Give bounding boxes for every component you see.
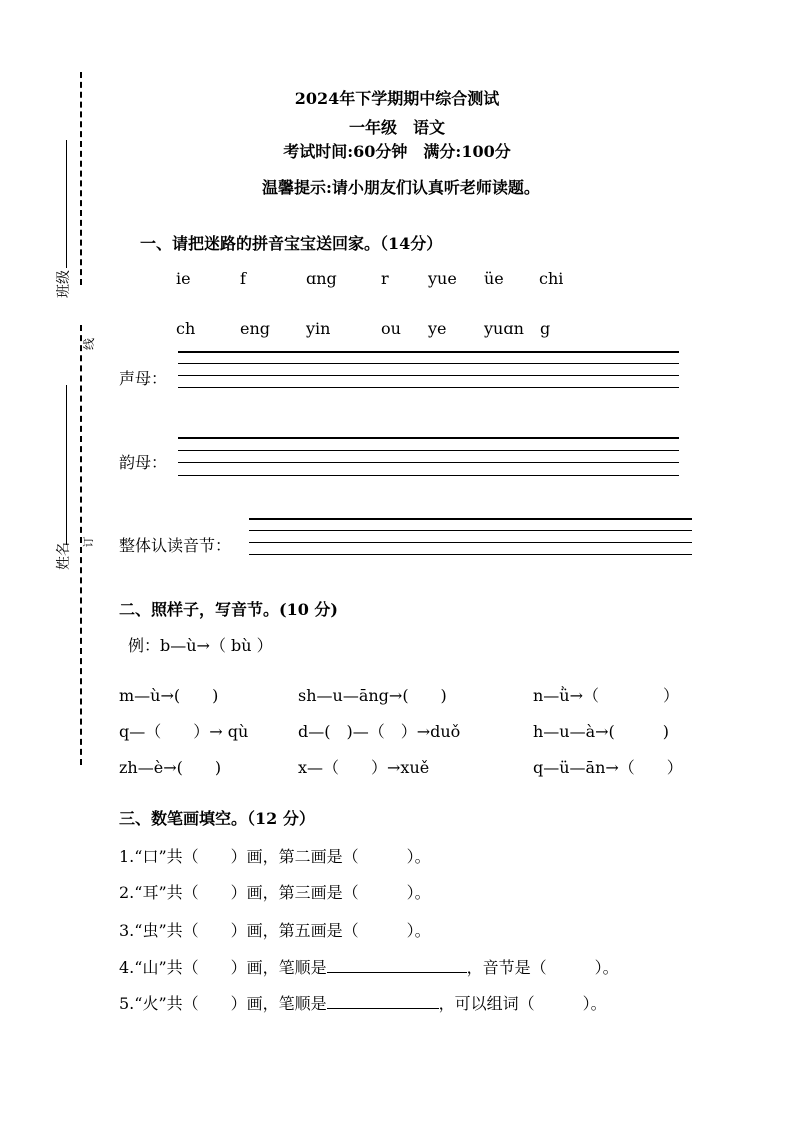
syllable-item[interactable]: n—ǜ→（ ）	[533, 686, 680, 705]
exam-tip: 温馨提示:请小朋友们认真听老师读题。	[262, 178, 540, 197]
writing-line	[178, 450, 679, 451]
pinyin-item: ou	[381, 319, 401, 338]
pinyin-item: ie	[176, 269, 191, 288]
section2-heading: 二、照样子，写音节。(10 分)	[119, 600, 338, 619]
pinyin-item: üe	[484, 269, 504, 288]
stroke-order-blank[interactable]	[327, 994, 439, 1009]
exam-title: 2024年下学期期中综合测试	[294, 89, 500, 108]
zhengti-label: 整体认读音节：	[119, 536, 232, 555]
syllable-item[interactable]: x—（ ）→xuě	[298, 758, 430, 777]
class-label: 班级	[56, 270, 72, 298]
writing-line	[249, 542, 692, 543]
pinyin-item: ye	[428, 319, 447, 338]
syllable-item[interactable]: zh—è→( )	[119, 758, 222, 777]
writing-line	[178, 375, 679, 376]
stroke-order-blank[interactable]	[327, 958, 467, 973]
pinyin-item: ch	[176, 319, 196, 338]
name-label: 姓名	[56, 542, 72, 570]
writing-line	[249, 554, 692, 555]
pinyin-item: yin	[306, 319, 331, 338]
question-text: 5.“火”共（ ）画，笔顺是	[119, 994, 327, 1013]
yunmu-label: 韵母：	[119, 453, 168, 472]
writing-line	[178, 462, 679, 463]
pinyin-item: g	[540, 319, 551, 338]
question-text: ，可以组词（ ）。	[438, 994, 607, 1013]
syllable-item[interactable]: m—ù→( )	[119, 686, 219, 705]
writing-line	[178, 351, 679, 353]
pinyin-item: chi	[539, 269, 564, 288]
line-char: 线	[82, 338, 96, 351]
section2-example: 例：b—ù→（ bù ）	[128, 636, 273, 655]
pinyin-item: f	[240, 269, 246, 288]
question-text: ，音节是（ ）。	[466, 958, 619, 977]
pinyin-item: eng	[240, 319, 271, 338]
exam-time-score: 考试时间:60分钟 满分:100分	[283, 142, 511, 161]
writing-line	[249, 530, 692, 531]
name-blank-line	[66, 385, 67, 545]
writing-line	[178, 437, 679, 439]
stroke-question-5[interactable]	[119, 991, 607, 1014]
writing-line	[249, 518, 692, 520]
syllable-item[interactable]: sh—u—āng→( )	[298, 686, 447, 705]
stroke-question-3[interactable]: 3.“虫”共（ ）画，第五画是（ ）。	[119, 921, 431, 940]
pinyin-item: yuɑn	[484, 319, 524, 338]
pinyin-item: yue	[428, 269, 457, 288]
writing-line	[178, 387, 679, 388]
ding-char: 订	[82, 536, 95, 548]
pinyin-item: r	[381, 269, 389, 288]
syllable-item[interactable]: q—（ ）→ qù	[119, 722, 249, 741]
writing-line	[178, 363, 679, 364]
stroke-question-2[interactable]: 2.“耳”共（ ）画，第三画是（ ）。	[119, 883, 431, 902]
section3-heading: 三、数笔画填空。（12 分）	[119, 809, 315, 828]
section1-heading: 一、请把迷路的拼音宝宝送回家。（14分）	[140, 234, 443, 253]
syllable-item[interactable]: d—( )—（ ）→duǒ	[298, 722, 461, 741]
shengmu-label: 声母：	[119, 369, 168, 388]
syllable-item[interactable]: q—ü—ān→（ ）	[533, 758, 683, 777]
stroke-question-4[interactable]	[119, 955, 619, 978]
syllable-item[interactable]: h—u—à→( )	[533, 722, 670, 741]
question-text: 4.“山”共（ ）画，笔顺是	[119, 958, 327, 977]
grade-subject: 一年级 语文	[348, 118, 445, 137]
pinyin-item: ɑng	[306, 269, 337, 288]
stroke-question-1[interactable]: 1.“口”共（ ）画，第二画是（ ）。	[119, 847, 431, 866]
writing-line	[178, 475, 679, 476]
